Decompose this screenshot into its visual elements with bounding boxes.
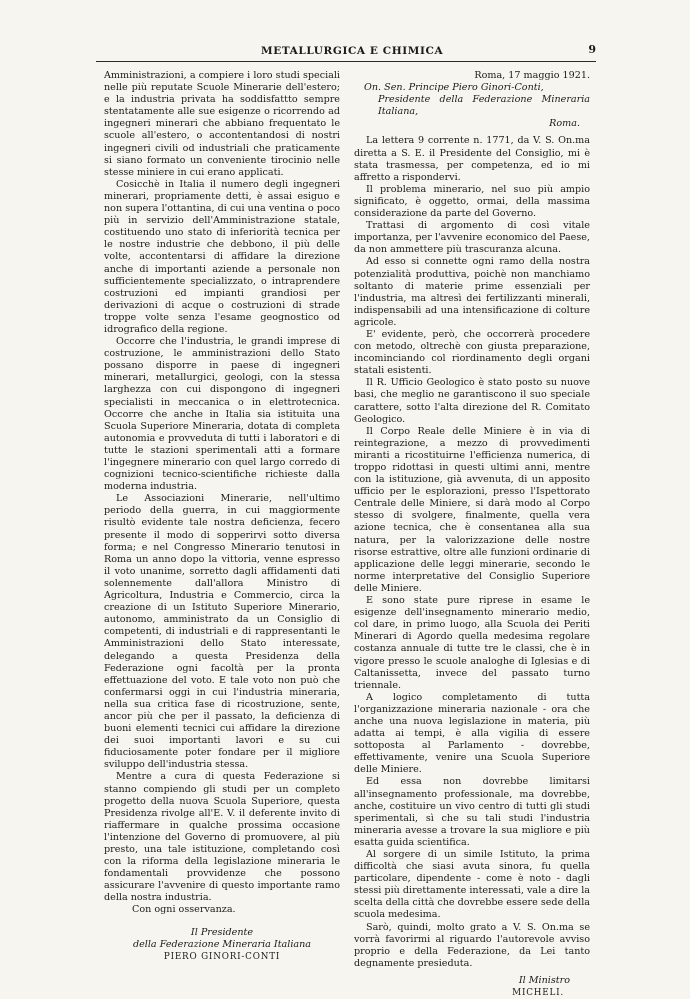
minister-signature-name: MICHELI. — [512, 988, 564, 999]
signature-org: della Federazione Mineraria Italiana — [132, 938, 312, 950]
paragraph: Mentre a cura di questa Federazione si stanno compiendo gli studi per un completo progetto della nuova Scuola Superiore, questa Presidenza rivolge all'E. V. il deferente invito di riaffermare in qualche prossima occasione l'intenzione del Governo di promuovere, al più presto, una tale istituzione, completando così con la riforma della legislazione mineraria le fondamentali provvidenze che possono assicurare l'avvenire di questo importante ramo della nostra industria. — [104, 771, 340, 904]
closing-salutation: Con ogni osservanza. — [132, 904, 236, 916]
paragraph: Il Corpo Reale delle Miniere è in via di reintegrazione, a mezzo di provvedimenti miranti a ricostituirne l'efficienza numerica, di troppo ridottasi in questi ultimi anni, mentre con la istituzione, già avvenuta, di un apposito ufficio per le esplorazioni, presso l'Ispettorato Centrale delle Miniere, si darà modo al Corpo stesso di svolgere, finalmente, quella vera azione tecnica, che è consentanea alla sua natura, per la valorizzazione delle nostre risorse estrattive, oltre alle funzioni ordinarie di applicazione delle leggi minerarie, secondo le norme interpretative del Consiglio Superiore delle Miniere. — [354, 425, 590, 594]
addressee-role: Presidente della Federazione Mineraria Italiana, — [378, 94, 590, 118]
right-column — [354, 70, 590, 999]
paragraph: Il R. Ufficio Geologico è stato posto su nuove basi, che meglio ne garantiscono il suo speciale carattere, sotto l'alta direzione del R. Comitato Geologico. — [354, 377, 590, 425]
left-column — [104, 70, 340, 963]
signature-name: PIERO GINORI-CONTI — [163, 951, 281, 962]
paragraph: E sono state pure riprese in esame le esigenze dell'insegnamento minerario medio, col dare, in primo luogo, alla Scuola dei Periti Minerari di Agordo quella medesima regolare costanza annuale di tutte tre le classi, che è in vigore presso le scuole analoghe di Iglesias e di Caltanissetta, invece del passato turno triennale. — [354, 595, 590, 691]
paragraph: Al sorgere di un simile Istituto, la prima difficoltà che siasi avuta sinora, fu quella particolare, dipendente - come è noto - dagli stessi più direttamente interessati, vale a dire la scelta della città che dovrebbe essere sede della scuola medesima. — [354, 849, 590, 921]
paragraph: Trattasi di argomento di così vitale importanza, per l'avvenire economico del Paese, da non ammettere più trascuranza alcuna. — [354, 220, 590, 256]
paragraph: Amministrazioni, a compiere i loro studi speciali nelle più reputate Scuole Minerarie dell'estero; e la industria privata ha soddisfattto sempre stentatamente alle sue esigenze o ricorrendo ad ingegneri minerari che abbiano frequentato le scuole all'estero, o accontentandosi di nostri ingegneri civili od industriali che praticamente si siano formato un conveniente tirocinio nelle stesse miniere in cui erano applicati. — [104, 70, 340, 178]
running-title: METALLURGICA E CHIMICA — [261, 45, 444, 57]
page-number: 9 — [588, 43, 596, 56]
minister-signature-title: Il Ministro — [518, 974, 570, 986]
paragraph: Cosicchè in Italia il numero degli ingegneri minerari, propriamente detti, è assai esiguo e non supera l'ottantina, di cui una ventina o poco più in servizio dell'Amministrazione statale, costituendo uno stato di inferiorità tecnica per le nostre industrie che debbono, il più delle volte, accontentarsi di affidare la direzione anche di importanti aziende a personale non sufficientemente specializzato, o intraprendere costruzioni ed impianti grandiosi per derivazioni di acque o costruzioni di strade troppe volte senza l'esame geognostico od idrografico della regione. — [104, 178, 340, 335]
paragraph: Sarò, quindi, molto grato a V. S. On.ma se vorrà favorirmi al riguardo l'autorevole avviso proprio e della Federazione, da Lei tanto degnamente presieduta. — [354, 921, 590, 969]
dateline: Roma, 17 maggio 1921. — [474, 70, 590, 81]
paragraph: Occorre che l'industria, le grandi imprese di costruzione, le amministrazioni dello Stato possano disporre in paese di ingegneri minerari, metallurgici, geologi, con la stessa larghezza con cui dispongono di ingegneri specialisti in meccanica o in elettrotecnica. Occorre che anche in Italia sia istituita una Scuola Superiore Mineraria, dotata di completa autonomia e provveduta di tutti i laboratori e di tutte le stazioni sperimentali atti a formare l'ingegnere minerario con quel largo corredo di cognizioni tecnico-scientifiche richieste dalla moderna industria. — [104, 336, 340, 493]
signature-title: Il Presidente — [190, 926, 254, 938]
paragraph: A logico completamento di tutta l'organizzazione mineraria nazionale - ora che anche una nuova legislazione in materia, più adatta ai tempi, è alla vigilia di essere sottoposta al Parlamento - dovrebbe, effettivamente, venire una Scuola Superiore delle Miniere. — [354, 691, 590, 776]
page-header — [96, 43, 596, 62]
paragraph: Il problema minerario, nel suo più ampio significato, è oggetto, ormai, della massima considerazione da parte del Governo. — [354, 183, 590, 220]
paragraph: Ad esso si connette ogni ramo della nostra potenzialità produttiva, poichè non manchiamo soltanto di materie prime essenziali per l'industria, ma altresì dei fertilizzanti minerali, indispensabili ad una intensificazione di colture agricole. — [354, 256, 590, 328]
paragraph: Le Associazioni Minerarie, nell'ultimo periodo della guerra, in cui maggiormente risultò evidente tale nostra deficienza, fecero presente il modo di sopperirvi sotto diversa forma; e nel Congresso Minerario tenutosi in Roma un anno dopo la vittoria, venne espresso il voto unanime, sorretto dagli affidamenti dati solennemente dall'allora Ministro di Agricoltura, Industria e Commercio, circa la creazione di un Istituto Superiore Minerario, autonomo, amministrato da un Consiglio di competenti, di industriali e di rappresentanti le Amministrazioni dello Stato interessate, delegando a questa Presidenza della Federazione ogni facoltà per la pronta effettuazione del voto. E tale voto non può che confermarsi oggi in cui l'industria mineraria, nella sua critica fase di ricostruzione, sente, ancor più che per il passato, la deficienza di buoni elementi tecnici cui affidare la direzione dei suoi importanti lavori e su cui fiduciosamente poter fondare per il migliore sviluppo dell'industria stessa. — [104, 493, 340, 771]
paragraph: E' evidente, però, che occorrerà procedere con metodo, oltrechè con giusta preparazione, incominciando col riordinamento degli organi statali esistenti. — [354, 328, 590, 377]
paragraph: La lettera 9 corrente n. 1771, da V. S. On.ma diretta a S. E. il Presidente del Consiglio, mi è stata trasmessa, per competenza, ed io mi affretto a rispondervi. — [354, 135, 590, 183]
addressee-city: Roma. — [549, 118, 580, 130]
addressee: On. Sen. Principe Piero Ginori-Conti, — [364, 82, 544, 94]
paragraph: Ed essa non dovrebbe limitarsi all'insegnamento professionale, ma dovrebbe, anche, costituire un vivo centro di tutti gli studi sperimentali, sì che su tali studi l'industria mineraria avesse a trovare la sua migliore e più esatta guida scientifica. — [354, 776, 590, 848]
